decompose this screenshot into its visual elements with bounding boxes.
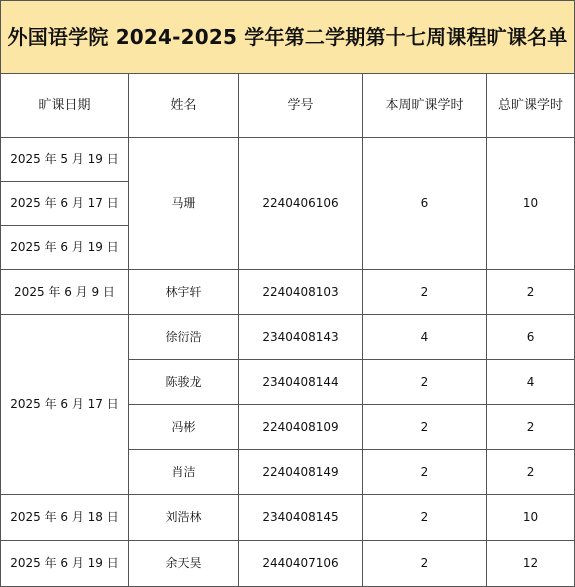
student-id: 2340408144 [239,360,363,405]
week-absence-hours: 6 [363,138,487,270]
table-row [1,495,575,541]
student-id: 2240408149 [239,450,363,495]
student-name: 冯彬 [129,405,239,450]
week-absence-hours: 2 [363,495,487,541]
student-name: 余天昊 [129,541,239,587]
student-id: 2240406106 [239,138,363,270]
student-name: 陈骏龙 [129,360,239,405]
title-row [1,1,575,74]
student-name: 徐衍浩 [129,315,239,360]
total-absence-hours: 2 [487,405,575,450]
header-total-hours: 总旷课学时 [487,74,575,138]
absence-date: 2025 年 6 月 18 日 [1,495,129,541]
table-row [1,541,575,587]
table-row [1,138,575,182]
week-absence-hours: 2 [363,405,487,450]
table-row [1,270,575,315]
total-absence-hours: 12 [487,541,575,587]
total-absence-hours: 6 [487,315,575,360]
header-name: 姓名 [129,74,239,138]
header-date: 旷课日期 [1,74,129,138]
student-id: 2340408143 [239,315,363,360]
absence-date: 2025 年 6 月 17 日 [1,315,129,495]
absence-date: 2025 年 6 月 19 日 [1,226,129,270]
week-absence-hours: 4 [363,315,487,360]
absence-date: 2025 年 5 月 19 日 [1,138,129,182]
student-id: 2240408109 [239,405,363,450]
week-absence-hours: 2 [363,450,487,495]
week-absence-hours: 2 [363,541,487,587]
week-absence-hours: 2 [363,360,487,405]
student-name: 林宇轩 [129,270,239,315]
student-id: 2340408145 [239,495,363,541]
header-week-hours: 本周旷课学时 [363,74,487,138]
student-id: 2440407106 [239,541,363,587]
total-absence-hours: 4 [487,360,575,405]
total-absence-hours: 10 [487,495,575,541]
absence-date: 2025 年 6 月 17 日 [1,182,129,226]
week-absence-hours: 2 [363,270,487,315]
student-name: 刘浩林 [129,495,239,541]
total-absence-hours: 2 [487,270,575,315]
student-name: 肖洁 [129,450,239,495]
table-row [1,315,575,360]
absence-date: 2025 年 6 月 19 日 [1,541,129,587]
total-absence-hours: 10 [487,138,575,270]
student-id: 2240408103 [239,270,363,315]
header-student-id: 学号 [239,74,363,138]
absence-date: 2025 年 6 月 9 日 [1,270,129,315]
total-absence-hours: 2 [487,450,575,495]
table-title: 外国语学院 2024-2025 学年第二学期第十七周课程旷课名单 [1,1,575,74]
header-row [1,74,575,138]
student-name: 马珊 [129,138,239,270]
